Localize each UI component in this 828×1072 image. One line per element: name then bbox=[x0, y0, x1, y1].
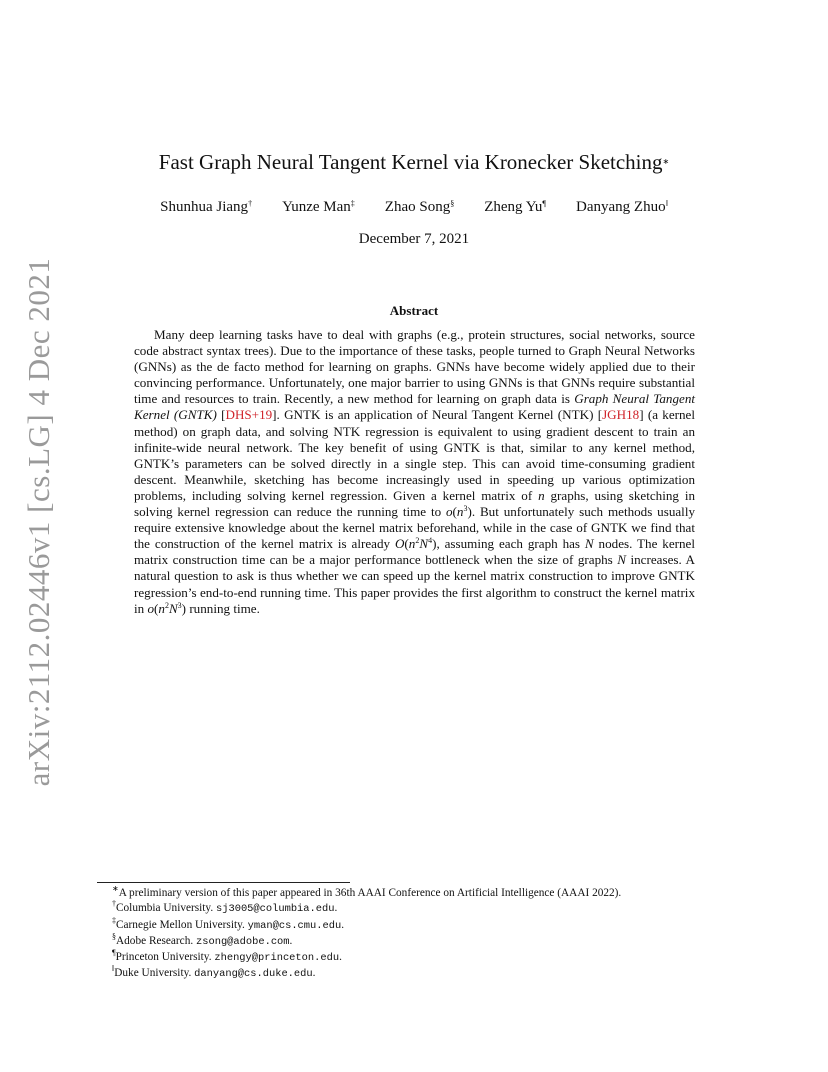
author-name: Yunze Man bbox=[282, 199, 351, 215]
footnotes bbox=[112, 886, 732, 983]
email-link[interactable]: danyang@cs.duke.edu bbox=[194, 968, 313, 981]
abstract-text: Many deep learning tasks have to deal with graphs (e.g., protein structures, social networks, source code abstract syntax trees). Due to the importance of these tasks, people turned to Graph Neural Networks (GNNs) as the de facto method for learning on graphs. GNNs have become widely applied due to their convincing performance. Unfortunately, one major barrier to using GNNs is that GNNs require substantial time and resources to train. Recently, a new method for learning on graph data is Graph Neural Tangent Kernel (GNTK) [DHS+19]. GNTK is an application of Neural Tangent Kernel (NTK) [JGH18] (a kernel method) on graph data, and solving NTK regression is equivalent to using gradient descent to train an infinite-wide neural network. The key benefit of using GNTK is that, similar to any kernel method, GNTK’s parameters can be solved directly in a single step. This can avoid time-consuming gradient descent. Meanwhile, sketching has become increasingly used in speeding up various optimization problems, including solving kernel regression. Given a kernel matrix of n graphs, using sketching in solving kernel regression can reduce the running time to $o(n^3)$. But unfortunately such methods usually require extensive knowledge about the kernel matrix beforehand, while in the case of GNTK we find that the construction of the kernel matrix is already $O(n^2N^4)$, assuming each graph has N nodes. The kernel matrix construction time can be a major performance bottleneck when the size of graphs N increases. A natural question to ask is thus whether we can speed up the kernel matrix construction to improve GNTK regression’s end-to-end running time. This paper provides the first algorithm to construct the kernel matrix in $o(n^2N^3)$ running time. bbox=[134, 327, 696, 616]
abstract-heading: Abstract bbox=[389, 303, 439, 318]
author bbox=[385, 199, 454, 216]
author-name: Danyang Zhuo bbox=[576, 199, 666, 215]
author-mark: † bbox=[248, 199, 253, 208]
email-link[interactable]: zhengy@princeton.edu bbox=[214, 952, 340, 965]
paper-title bbox=[0, 150, 828, 175]
author bbox=[160, 199, 252, 216]
footnote-mark: ¶ bbox=[112, 948, 116, 958]
footnote-mark: † bbox=[112, 899, 116, 909]
footnote: ‖Duke University. danyang@cs.duke.edu. bbox=[112, 964, 316, 981]
author-name: Shunhua Jiang bbox=[160, 199, 249, 215]
author bbox=[484, 199, 546, 216]
title-footnote-mark: ∗ bbox=[662, 157, 670, 166]
author-mark: ‡ bbox=[350, 199, 355, 208]
publication-date: December 7, 2021 bbox=[358, 231, 470, 247]
footnote-mark: § bbox=[112, 931, 116, 941]
paper-title-text: Fast Graph Neural Tangent Kernel via Kronecker Sketching bbox=[158, 150, 663, 174]
footnote: ¶Princeton University. zhengy@princeton.edu. bbox=[112, 948, 342, 965]
footnote: ∗A preliminary version of this paper appeared in 36th AAAI Conference on Artificial Intelligence (AAAI 2022). bbox=[112, 884, 622, 899]
author-list bbox=[0, 199, 828, 216]
email-link[interactable]: sj3005@columbia.edu bbox=[216, 903, 335, 916]
author-mark: ‖ bbox=[665, 199, 668, 208]
footnote-divider bbox=[97, 882, 350, 883]
footnote: ‡Carnegie Mellon University. yman@cs.cmu.edu. bbox=[112, 915, 345, 932]
citation-link-dhs19[interactable]: DHS+19 bbox=[225, 407, 273, 423]
author-mark: ¶ bbox=[542, 199, 547, 208]
arxiv-identifier-stamp: arXiv:2112.02446v1 [cs.LG] 4 Dec 2021 bbox=[21, 257, 56, 787]
email-link[interactable]: zsong@adobe.com bbox=[196, 935, 290, 948]
footnote-mark: ‡ bbox=[112, 915, 116, 925]
footnote: §Adobe Research. zsong@adobe.com. bbox=[112, 931, 293, 948]
footnote-mark: ‖ bbox=[112, 964, 115, 974]
citation-link-jgh18[interactable]: JGH18 bbox=[602, 407, 640, 423]
author-name: Zhao Song bbox=[384, 199, 451, 215]
author bbox=[282, 199, 355, 216]
author-name: Zheng Yu bbox=[484, 199, 543, 215]
footnote: †Columbia University. sj3005@columbia.edu. bbox=[112, 899, 338, 916]
gntk-term: Graph Neural Tangent Kernel (GNTK) bbox=[134, 391, 696, 423]
author bbox=[576, 199, 668, 216]
author-mark: § bbox=[450, 199, 455, 208]
footnote-mark: ∗ bbox=[112, 884, 119, 893]
email-link[interactable]: yman@cs.cmu.edu bbox=[247, 919, 342, 932]
